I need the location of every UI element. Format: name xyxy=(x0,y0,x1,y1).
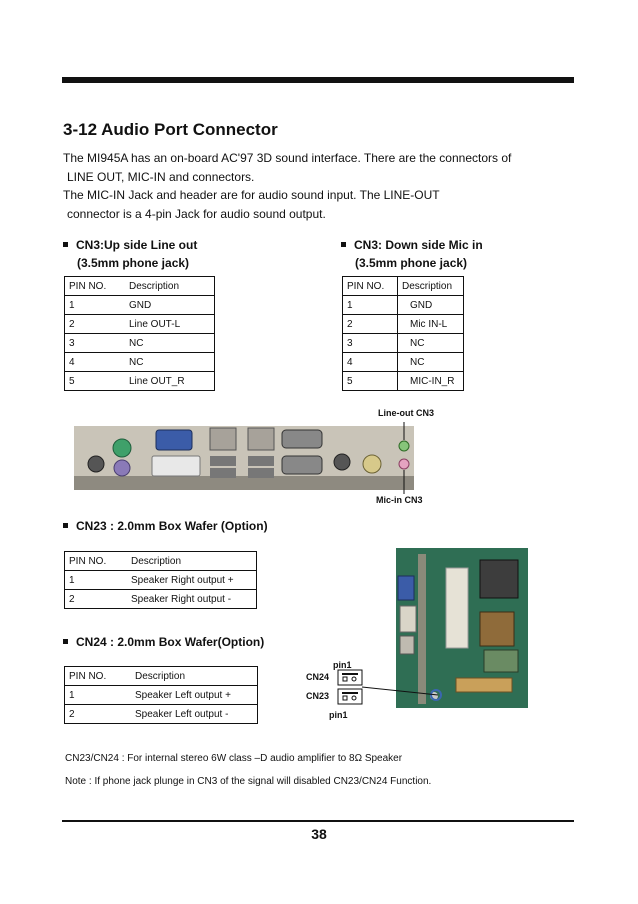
desc-cell: Speaker Right output - xyxy=(127,590,257,609)
com-port-2 xyxy=(282,456,322,474)
pin-cell: 3 xyxy=(65,334,126,353)
desc-cell: NC xyxy=(398,353,464,372)
cn24-key xyxy=(342,673,358,675)
io-panel-base xyxy=(74,476,414,490)
board-lan-ports xyxy=(400,606,416,632)
top-rule xyxy=(62,77,574,83)
header-pin-no: PIN NO. xyxy=(65,277,126,296)
dvi-port xyxy=(152,456,200,476)
header-description: Description xyxy=(131,667,258,686)
pin1-bottom-label: pin1 xyxy=(329,710,348,720)
pin-cell: 2 xyxy=(343,315,398,334)
desc-cell: GND xyxy=(398,296,464,315)
bullet-icon xyxy=(341,242,346,247)
table-header-row xyxy=(65,277,215,296)
table-row xyxy=(343,296,464,315)
desc-cell: NC xyxy=(398,334,464,353)
pin-cell: 1 xyxy=(65,686,132,705)
cn23-table xyxy=(64,551,257,609)
table-row xyxy=(65,353,215,372)
com-port-1 xyxy=(282,430,322,448)
note-amplifier: CN23/CN24 : For internal stereo 6W class –D audio amplifier to 8Ω Speaker xyxy=(65,753,403,764)
desc-cell: Mic IN-L xyxy=(398,315,464,334)
pin-cell: 2 xyxy=(65,315,126,334)
intro-line-2: LINE OUT, MIC-IN and connectors. xyxy=(67,170,255,184)
pin-cell: 2 xyxy=(65,590,128,609)
cn3-down-subheading: (3.5mm phone jack) xyxy=(355,256,468,270)
dimm-slot xyxy=(446,568,468,648)
pin-cell: 3 xyxy=(343,334,398,353)
table-row xyxy=(343,372,464,391)
cn3-up-heading: CN3:Up side Line out xyxy=(63,236,197,254)
table-row xyxy=(65,571,257,590)
line-out-jack xyxy=(399,441,409,451)
cpu-socket xyxy=(480,612,514,646)
table-header-row xyxy=(65,552,257,571)
table-row xyxy=(343,353,464,372)
pin-cell: 4 xyxy=(343,353,398,372)
usb-port-1 xyxy=(210,456,236,466)
cn24-wafer xyxy=(338,670,362,685)
table-row xyxy=(65,686,258,705)
table-row xyxy=(343,334,464,353)
mic-in-jack xyxy=(399,459,409,469)
pin-cell: 1 xyxy=(343,296,398,315)
mic-in-label: Mic-in CN3 xyxy=(376,495,423,505)
table-row xyxy=(65,296,215,315)
ps2-green-port xyxy=(113,439,131,457)
bullet-icon xyxy=(63,242,68,247)
ps2-purple-port xyxy=(114,460,130,476)
intro-line-3: The MIC-IN Jack and header are for audio sound input. The LINE-OUT xyxy=(63,188,440,202)
table-row xyxy=(65,315,215,334)
cn24-heading: CN24 : 2.0mm Box Wafer(Option) xyxy=(63,633,264,651)
desc-cell: NC xyxy=(125,334,215,353)
header-description: Description xyxy=(125,277,215,296)
line-out-label: Line-out CN3 xyxy=(378,408,434,418)
desc-cell: Line OUT-L xyxy=(125,315,215,334)
south-bridge xyxy=(484,650,518,672)
desc-cell: Speaker Left output + xyxy=(131,686,258,705)
pin-cell: 5 xyxy=(343,372,398,391)
note-disable: Note : If phone jack plunge in CN3 of the signal will disabled CN23/CN24 Function. xyxy=(65,776,432,787)
cn23-key xyxy=(342,692,358,694)
cn3-down-table xyxy=(342,276,464,391)
mini-din-port xyxy=(334,454,350,470)
header-pin-no: PIN NO. xyxy=(65,667,132,686)
bullet-icon xyxy=(63,523,68,528)
table-row xyxy=(65,372,215,391)
cn3-down-heading: CN3: Down side Mic in xyxy=(341,236,483,254)
desc-cell: Speaker Right output + xyxy=(127,571,257,590)
desc-cell: NC xyxy=(125,353,215,372)
board-vga-port xyxy=(398,576,414,600)
bullet-icon xyxy=(63,639,68,644)
table-row xyxy=(65,705,258,724)
section-title: 3-12 Audio Port Connector xyxy=(63,120,278,139)
usb-port-2 xyxy=(210,468,236,478)
cn24-label: CN24 xyxy=(306,672,330,682)
callout-line xyxy=(362,687,438,695)
table-header-row xyxy=(65,667,258,686)
desc-cell: MIC-IN_R xyxy=(398,372,464,391)
table-row xyxy=(65,590,257,609)
lan-port-1 xyxy=(210,428,236,450)
header-pin-no: PIN NO. xyxy=(343,277,398,296)
header-description: Description xyxy=(398,277,464,296)
desc-cell: Line OUT_R xyxy=(125,372,215,391)
table-header-row xyxy=(343,277,464,296)
vga-port xyxy=(156,430,192,450)
chipset-heatsink xyxy=(480,560,518,598)
pin-cell: 1 xyxy=(65,571,128,590)
table-row xyxy=(65,334,215,353)
lan-port-2 xyxy=(248,428,274,450)
gold-edge-connector xyxy=(456,678,512,692)
pin-cell: 4 xyxy=(65,353,126,372)
cn23-heading: CN23 : 2.0mm Box Wafer (Option) xyxy=(63,517,268,535)
audio-bracket xyxy=(363,455,381,473)
desc-cell: Speaker Left output - xyxy=(131,705,258,724)
intro-line-4: connector is a 4-pin Jack for audio sound output. xyxy=(67,207,326,221)
pin1-top-label: pin1 xyxy=(333,660,352,670)
desc-cell: GND xyxy=(125,296,215,315)
cn3-up-table xyxy=(64,276,215,391)
cn23-label: CN23 xyxy=(306,691,330,701)
power-jack xyxy=(88,456,104,472)
header-pin-no: PIN NO. xyxy=(65,552,128,571)
pin-cell: 1 xyxy=(65,296,126,315)
pin-cell: 5 xyxy=(65,372,126,391)
cn3-up-subheading: (3.5mm phone jack) xyxy=(77,256,190,270)
header-description: Description xyxy=(127,552,257,571)
page-number: 38 xyxy=(311,826,327,842)
wafer-connectors-diagram xyxy=(334,668,444,708)
pin-cell: 2 xyxy=(65,705,132,724)
io-panel-photo xyxy=(64,418,424,498)
cn24-table xyxy=(64,666,258,724)
intro-line-1: The MI945A has an on-board AC'97 3D sound interface. There are the connectors of xyxy=(63,151,512,165)
table-row xyxy=(343,315,464,334)
board-usb-ports xyxy=(400,636,414,654)
usb-port-3 xyxy=(248,456,274,466)
usb-port-4 xyxy=(248,468,274,478)
cn23-wafer xyxy=(338,689,362,704)
bottom-rule xyxy=(62,820,574,822)
